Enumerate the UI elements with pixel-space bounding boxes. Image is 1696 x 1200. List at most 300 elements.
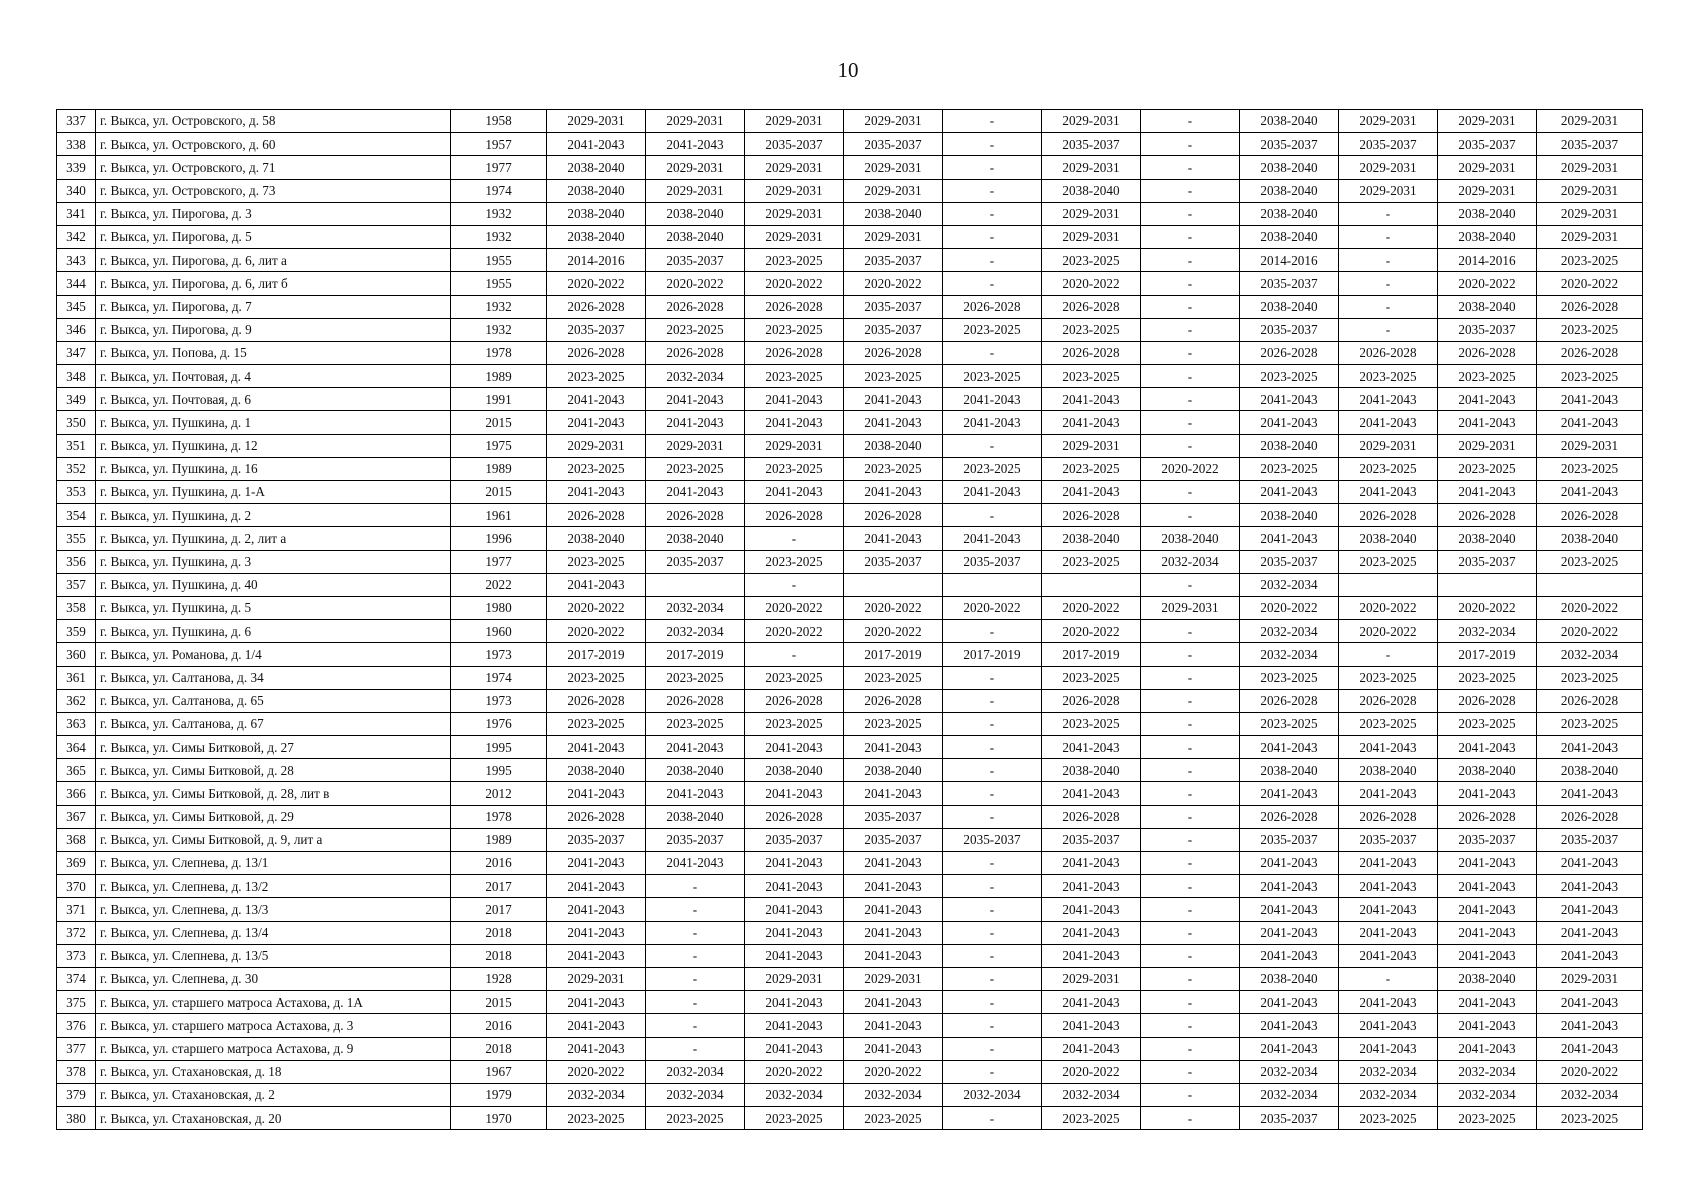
address-cell: г. Выкса, ул. Салтанова, д. 67 — [96, 712, 451, 735]
period-cell-9: - — [1339, 249, 1438, 272]
year-built-cell: 2018 — [451, 921, 547, 944]
period-cell-1: 2041-2043 — [547, 921, 646, 944]
period-cell-3: 2041-2043 — [745, 991, 844, 1014]
period-cell-1: 2026-2028 — [547, 295, 646, 318]
period-cell-1: 2041-2043 — [547, 411, 646, 434]
period-cell-3: 2041-2043 — [745, 481, 844, 504]
period-cell-7: - — [1141, 875, 1240, 898]
period-cell-2: 2029-2031 — [646, 179, 745, 202]
period-cell-3: - — [745, 643, 844, 666]
period-cell-10: 2029-2031 — [1438, 179, 1537, 202]
period-cell-3: 2029-2031 — [745, 202, 844, 225]
period-cell-6: 2041-2043 — [1042, 411, 1141, 434]
table-row — [57, 1037, 1643, 1060]
period-cell-3: 2041-2043 — [745, 736, 844, 759]
period-cell-5: - — [943, 921, 1042, 944]
period-cell-3: 2023-2025 — [745, 666, 844, 689]
period-cell-1: 2038-2040 — [547, 202, 646, 225]
period-cell-7: - — [1141, 944, 1240, 967]
period-cell-5: - — [943, 689, 1042, 712]
period-cell-5: 2017-2019 — [943, 643, 1042, 666]
period-cell-6: 2041-2043 — [1042, 991, 1141, 1014]
period-cell-7: - — [1141, 805, 1240, 828]
table-row — [57, 225, 1643, 248]
period-cell-9: 2032-2034 — [1339, 1083, 1438, 1106]
period-cell-5: - — [943, 759, 1042, 782]
period-cell-8: 2014-2016 — [1240, 249, 1339, 272]
period-cell-3: 2029-2031 — [745, 179, 844, 202]
period-cell-11: 2023-2025 — [1537, 1107, 1643, 1130]
table-row — [57, 156, 1643, 179]
period-cell-2: 2020-2022 — [646, 272, 745, 295]
period-cell-2: 2038-2040 — [646, 805, 745, 828]
period-cell-9: 2041-2043 — [1339, 782, 1438, 805]
period-cell-8: 2035-2037 — [1240, 133, 1339, 156]
period-cell-3: 2023-2025 — [745, 457, 844, 480]
period-cell-9: 2041-2043 — [1339, 736, 1438, 759]
period-cell-1: 2026-2028 — [547, 341, 646, 364]
address-cell: г. Выкса, ул. Почтовая, д. 4 — [96, 365, 451, 388]
period-cell-7: - — [1141, 689, 1240, 712]
year-built-cell: 2016 — [451, 1014, 547, 1037]
period-cell-7: - — [1141, 759, 1240, 782]
period-cell-10: 2017-2019 — [1438, 643, 1537, 666]
period-cell-2 — [646, 573, 745, 596]
period-cell-8: 2038-2040 — [1240, 295, 1339, 318]
period-cell-8: 2026-2028 — [1240, 341, 1339, 364]
period-cell-7: 2020-2022 — [1141, 457, 1240, 480]
period-cell-10: 2023-2025 — [1438, 666, 1537, 689]
period-cell-8: 2041-2043 — [1240, 527, 1339, 550]
period-cell-5: - — [943, 249, 1042, 272]
period-cell-4: 2041-2043 — [844, 944, 943, 967]
row-number: 342 — [57, 225, 96, 248]
period-cell-9: 2041-2043 — [1339, 388, 1438, 411]
period-cell-10: 2041-2043 — [1438, 481, 1537, 504]
period-cell-3: 2029-2031 — [745, 967, 844, 990]
row-number: 377 — [57, 1037, 96, 1060]
address-cell: г. Выкса, ул. Салтанова, д. 65 — [96, 689, 451, 712]
period-cell-4: 2035-2037 — [844, 550, 943, 573]
period-cell-2: 2032-2034 — [646, 620, 745, 643]
period-cell-9: 2020-2022 — [1339, 620, 1438, 643]
period-cell-11: 2041-2043 — [1537, 852, 1643, 875]
period-cell-2: - — [646, 967, 745, 990]
table-row — [57, 504, 1643, 527]
table-row — [57, 550, 1643, 573]
period-cell-7: - — [1141, 411, 1240, 434]
year-built-cell: 1979 — [451, 1083, 547, 1106]
address-cell: г. Выкса, ул. Пирогова, д. 3 — [96, 202, 451, 225]
period-cell-5: - — [943, 991, 1042, 1014]
period-cell-4: 2023-2025 — [844, 1107, 943, 1130]
row-number: 374 — [57, 967, 96, 990]
period-cell-8: 2041-2043 — [1240, 991, 1339, 1014]
period-cell-6: 2032-2034 — [1042, 1083, 1141, 1106]
period-cell-10: 2023-2025 — [1438, 1107, 1537, 1130]
period-cell-10: 2041-2043 — [1438, 944, 1537, 967]
period-cell-2: 2026-2028 — [646, 295, 745, 318]
period-cell-2: 2041-2043 — [646, 481, 745, 504]
period-cell-5: 2023-2025 — [943, 318, 1042, 341]
period-cell-2: - — [646, 1037, 745, 1060]
table-row — [57, 202, 1643, 225]
row-number: 378 — [57, 1060, 96, 1083]
address-cell: г. Выкса, ул. Островского, д. 73 — [96, 179, 451, 202]
period-cell-6 — [1042, 573, 1141, 596]
table-row — [57, 643, 1643, 666]
row-number: 344 — [57, 272, 96, 295]
period-cell-3: 2023-2025 — [745, 249, 844, 272]
period-cell-8: 2038-2040 — [1240, 202, 1339, 225]
period-cell-10 — [1438, 573, 1537, 596]
period-cell-9: 2038-2040 — [1339, 527, 1438, 550]
year-built-cell: 1957 — [451, 133, 547, 156]
table-body — [57, 110, 1643, 1130]
period-cell-9: - — [1339, 967, 1438, 990]
year-built-cell: 1955 — [451, 249, 547, 272]
period-cell-9: 2041-2043 — [1339, 1014, 1438, 1037]
period-cell-3: 2026-2028 — [745, 689, 844, 712]
period-cell-1: 2041-2043 — [547, 481, 646, 504]
period-cell-6: 2041-2043 — [1042, 1037, 1141, 1060]
year-built-cell: 1980 — [451, 596, 547, 619]
period-cell-2: 2023-2025 — [646, 318, 745, 341]
period-cell-5: - — [943, 341, 1042, 364]
period-cell-11 — [1537, 573, 1643, 596]
period-cell-5: 2041-2043 — [943, 481, 1042, 504]
period-cell-3: - — [745, 527, 844, 550]
year-built-cell: 1960 — [451, 620, 547, 643]
period-cell-8: 2035-2037 — [1240, 828, 1339, 851]
period-cell-11: 2041-2043 — [1537, 991, 1643, 1014]
period-cell-6: 2029-2031 — [1042, 156, 1141, 179]
year-built-cell: 2016 — [451, 852, 547, 875]
row-number: 369 — [57, 852, 96, 875]
period-cell-9: 2041-2043 — [1339, 921, 1438, 944]
period-cell-6: 2041-2043 — [1042, 852, 1141, 875]
period-cell-6: 2023-2025 — [1042, 365, 1141, 388]
period-cell-1: 2035-2037 — [547, 318, 646, 341]
table-row — [57, 388, 1643, 411]
period-cell-11: 2026-2028 — [1537, 504, 1643, 527]
period-cell-1: 2020-2022 — [547, 1060, 646, 1083]
period-cell-4: 2035-2037 — [844, 295, 943, 318]
period-cell-6: 2017-2019 — [1042, 643, 1141, 666]
period-cell-9: 2026-2028 — [1339, 504, 1438, 527]
period-cell-10: 2035-2037 — [1438, 550, 1537, 573]
row-number: 340 — [57, 179, 96, 202]
period-cell-8: 2038-2040 — [1240, 759, 1339, 782]
address-cell: г. Выкса, ул. Слепнева, д. 13/3 — [96, 898, 451, 921]
period-cell-10: 2026-2028 — [1438, 504, 1537, 527]
row-number: 353 — [57, 481, 96, 504]
period-cell-3: 2041-2043 — [745, 944, 844, 967]
period-cell-7: - — [1141, 736, 1240, 759]
period-cell-4: 2041-2043 — [844, 736, 943, 759]
period-cell-5: 2041-2043 — [943, 411, 1042, 434]
period-cell-2: 2017-2019 — [646, 643, 745, 666]
period-cell-1: 2023-2025 — [547, 666, 646, 689]
address-cell: г. Выкса, ул. Романова, д. 1/4 — [96, 643, 451, 666]
period-cell-9: 2041-2043 — [1339, 411, 1438, 434]
row-number: 346 — [57, 318, 96, 341]
period-cell-6: 2026-2028 — [1042, 689, 1141, 712]
row-number: 368 — [57, 828, 96, 851]
period-cell-8: 2041-2043 — [1240, 1037, 1339, 1060]
period-cell-8: 2023-2025 — [1240, 457, 1339, 480]
period-cell-9: 2032-2034 — [1339, 1060, 1438, 1083]
row-number: 357 — [57, 573, 96, 596]
period-cell-2: 2041-2043 — [646, 411, 745, 434]
period-cell-9: 2029-2031 — [1339, 179, 1438, 202]
period-cell-8: 2032-2034 — [1240, 643, 1339, 666]
period-cell-10: 2020-2022 — [1438, 596, 1537, 619]
address-cell: г. Выкса, ул. Пирогова, д. 7 — [96, 295, 451, 318]
period-cell-4: 2023-2025 — [844, 365, 943, 388]
year-built-cell: 1996 — [451, 527, 547, 550]
period-cell-7: - — [1141, 481, 1240, 504]
table-row — [57, 898, 1643, 921]
period-cell-2: - — [646, 921, 745, 944]
period-cell-6: 2041-2043 — [1042, 782, 1141, 805]
period-cell-4: 2041-2043 — [844, 875, 943, 898]
period-cell-7: - — [1141, 782, 1240, 805]
period-cell-3: 2026-2028 — [745, 341, 844, 364]
period-cell-11: 2023-2025 — [1537, 365, 1643, 388]
table-row — [57, 875, 1643, 898]
period-cell-11: 2032-2034 — [1537, 1083, 1643, 1106]
period-cell-2: 2026-2028 — [646, 689, 745, 712]
address-cell: г. Выкса, ул. Пушкина, д. 1-А — [96, 481, 451, 504]
period-cell-6: 2026-2028 — [1042, 341, 1141, 364]
period-cell-11: 2041-2043 — [1537, 921, 1643, 944]
period-cell-8: 2038-2040 — [1240, 967, 1339, 990]
period-cell-7: - — [1141, 828, 1240, 851]
period-cell-9: 2035-2037 — [1339, 828, 1438, 851]
period-cell-11: 2029-2031 — [1537, 202, 1643, 225]
period-cell-8: 2026-2028 — [1240, 805, 1339, 828]
address-cell: г. Выкса, ул. Пирогова, д. 6, лит б — [96, 272, 451, 295]
period-cell-8: 2032-2034 — [1240, 1083, 1339, 1106]
period-cell-6: 2023-2025 — [1042, 666, 1141, 689]
year-built-cell: 2022 — [451, 573, 547, 596]
period-cell-4 — [844, 573, 943, 596]
period-cell-7: - — [1141, 991, 1240, 1014]
period-cell-1: 2023-2025 — [547, 712, 646, 735]
period-cell-1: 2020-2022 — [547, 620, 646, 643]
period-cell-4: 2026-2028 — [844, 504, 943, 527]
period-cell-11: 2035-2037 — [1537, 828, 1643, 851]
period-cell-11: 2041-2043 — [1537, 944, 1643, 967]
table-row — [57, 110, 1643, 133]
table-row — [57, 341, 1643, 364]
table-row — [57, 1014, 1643, 1037]
period-cell-9: - — [1339, 202, 1438, 225]
period-cell-11: 2023-2025 — [1537, 249, 1643, 272]
period-cell-4: 2038-2040 — [844, 202, 943, 225]
period-cell-3: 2026-2028 — [745, 504, 844, 527]
period-cell-1: 2029-2031 — [547, 967, 646, 990]
period-cell-2: 2032-2034 — [646, 365, 745, 388]
period-cell-7: - — [1141, 156, 1240, 179]
period-cell-10: 2026-2028 — [1438, 341, 1537, 364]
period-cell-8: 2041-2043 — [1240, 944, 1339, 967]
period-cell-2: 2023-2025 — [646, 712, 745, 735]
period-cell-8: 2026-2028 — [1240, 689, 1339, 712]
period-cell-10: 2038-2040 — [1438, 527, 1537, 550]
period-cell-10: 2029-2031 — [1438, 110, 1537, 133]
period-cell-3: 2041-2043 — [745, 1014, 844, 1037]
address-cell: г. Выкса, ул. старшего матроса Астахова, д. 1А — [96, 991, 451, 1014]
period-cell-2: 2029-2031 — [646, 434, 745, 457]
page-number: 10 — [837, 58, 859, 82]
period-cell-11: 2020-2022 — [1537, 272, 1643, 295]
year-built-cell: 2015 — [451, 411, 547, 434]
period-cell-6: 2029-2031 — [1042, 225, 1141, 248]
period-cell-3: 2029-2031 — [745, 225, 844, 248]
period-cell-3: 2023-2025 — [745, 712, 844, 735]
address-cell: г. Выкса, ул. Симы Битковой, д. 27 — [96, 736, 451, 759]
period-cell-11: 2029-2031 — [1537, 434, 1643, 457]
period-cell-6: 2020-2022 — [1042, 620, 1141, 643]
period-cell-3: 2041-2043 — [745, 875, 844, 898]
table-row — [57, 1060, 1643, 1083]
period-cell-3: 2029-2031 — [745, 110, 844, 133]
period-cell-7: - — [1141, 967, 1240, 990]
period-cell-1: 2038-2040 — [547, 527, 646, 550]
period-cell-2: 2038-2040 — [646, 202, 745, 225]
period-cell-8: 2035-2037 — [1240, 550, 1339, 573]
period-cell-10: 2041-2043 — [1438, 898, 1537, 921]
table-row — [57, 133, 1643, 156]
row-number: 349 — [57, 388, 96, 411]
period-cell-11: 2035-2037 — [1537, 133, 1643, 156]
period-cell-5: - — [943, 1060, 1042, 1083]
period-cell-8: 2035-2037 — [1240, 1107, 1339, 1130]
period-cell-7: - — [1141, 666, 1240, 689]
period-cell-7: - — [1141, 388, 1240, 411]
address-cell: г. Выкса, ул. Слепнева, д. 13/5 — [96, 944, 451, 967]
period-cell-5: 2023-2025 — [943, 457, 1042, 480]
period-cell-11: 2026-2028 — [1537, 295, 1643, 318]
row-number: 350 — [57, 411, 96, 434]
period-cell-10: 2026-2028 — [1438, 689, 1537, 712]
year-built-cell: 1989 — [451, 457, 547, 480]
row-number: 341 — [57, 202, 96, 225]
period-cell-11: 2041-2043 — [1537, 875, 1643, 898]
period-cell-5: - — [943, 898, 1042, 921]
period-cell-1: 2041-2043 — [547, 991, 646, 1014]
period-cell-1: 2020-2022 — [547, 596, 646, 619]
period-cell-4: 2041-2043 — [844, 921, 943, 944]
period-cell-8: 2032-2034 — [1240, 573, 1339, 596]
address-cell: г. Выкса, ул. Островского, д. 60 — [96, 133, 451, 156]
year-built-cell: 1989 — [451, 365, 547, 388]
year-built-cell: 1976 — [451, 712, 547, 735]
period-cell-10: 2014-2016 — [1438, 249, 1537, 272]
period-cell-4: 2023-2025 — [844, 712, 943, 735]
period-cell-11: 2041-2043 — [1537, 1014, 1643, 1037]
table-row — [57, 828, 1643, 851]
period-cell-11: 2026-2028 — [1537, 689, 1643, 712]
address-cell: г. Выкса, ул. Попова, д. 15 — [96, 341, 451, 364]
period-cell-5: 2041-2043 — [943, 388, 1042, 411]
period-cell-1: 2041-2043 — [547, 852, 646, 875]
year-built-cell: 1977 — [451, 156, 547, 179]
period-cell-8: 2023-2025 — [1240, 666, 1339, 689]
year-built-cell: 1995 — [451, 759, 547, 782]
row-number: 367 — [57, 805, 96, 828]
period-cell-5: - — [943, 944, 1042, 967]
address-cell: г. Выкса, ул. Салтанова, д. 34 — [96, 666, 451, 689]
table-row — [57, 434, 1643, 457]
period-cell-2: 2023-2025 — [646, 1107, 745, 1130]
period-cell-10: 2038-2040 — [1438, 967, 1537, 990]
period-cell-8: 2038-2040 — [1240, 225, 1339, 248]
period-cell-1: 2041-2043 — [547, 1037, 646, 1060]
row-number: 364 — [57, 736, 96, 759]
period-cell-11: 2041-2043 — [1537, 782, 1643, 805]
period-cell-10: 2041-2043 — [1438, 852, 1537, 875]
period-cell-8: 2041-2043 — [1240, 388, 1339, 411]
period-cell-5: - — [943, 1037, 1042, 1060]
period-cell-10: 2038-2040 — [1438, 225, 1537, 248]
period-cell-5: - — [943, 504, 1042, 527]
period-cell-5: - — [943, 620, 1042, 643]
period-cell-7: - — [1141, 712, 1240, 735]
row-number: 366 — [57, 782, 96, 805]
period-cell-1: 2029-2031 — [547, 110, 646, 133]
period-cell-8: 2038-2040 — [1240, 504, 1339, 527]
address-cell: г. Выкса, ул. Пушкина, д. 16 — [96, 457, 451, 480]
table-row — [57, 527, 1643, 550]
period-cell-8: 2023-2025 — [1240, 365, 1339, 388]
year-built-cell: 1970 — [451, 1107, 547, 1130]
period-cell-5: - — [943, 434, 1042, 457]
period-cell-6: 2029-2031 — [1042, 434, 1141, 457]
period-cell-2: 2038-2040 — [646, 527, 745, 550]
period-cell-7: - — [1141, 341, 1240, 364]
period-cell-8: 2038-2040 — [1240, 110, 1339, 133]
period-cell-6: 2041-2043 — [1042, 736, 1141, 759]
period-cell-5: - — [943, 712, 1042, 735]
period-cell-3: 2041-2043 — [745, 388, 844, 411]
row-number: 372 — [57, 921, 96, 944]
period-cell-5: - — [943, 852, 1042, 875]
period-cell-8: 2035-2037 — [1240, 318, 1339, 341]
address-cell: г. Выкса, ул. Пушкина, д. 2, лит а — [96, 527, 451, 550]
period-cell-6: 2020-2022 — [1042, 1060, 1141, 1083]
period-cell-11: 2041-2043 — [1537, 388, 1643, 411]
period-cell-5: 2026-2028 — [943, 295, 1042, 318]
period-cell-3: 2020-2022 — [745, 272, 844, 295]
period-cell-4: 2035-2037 — [844, 805, 943, 828]
year-built-cell: 1961 — [451, 504, 547, 527]
period-cell-1: 2041-2043 — [547, 573, 646, 596]
period-cell-9: 2023-2025 — [1339, 457, 1438, 480]
period-cell-10: 2035-2037 — [1438, 318, 1537, 341]
period-cell-4: 2026-2028 — [844, 689, 943, 712]
period-cell-11: 2029-2031 — [1537, 179, 1643, 202]
period-cell-6: 2023-2025 — [1042, 1107, 1141, 1130]
row-number: 360 — [57, 643, 96, 666]
year-built-cell: 1932 — [451, 225, 547, 248]
period-cell-5: - — [943, 225, 1042, 248]
row-number: 345 — [57, 295, 96, 318]
period-cell-4: 2017-2019 — [844, 643, 943, 666]
year-built-cell: 1974 — [451, 666, 547, 689]
